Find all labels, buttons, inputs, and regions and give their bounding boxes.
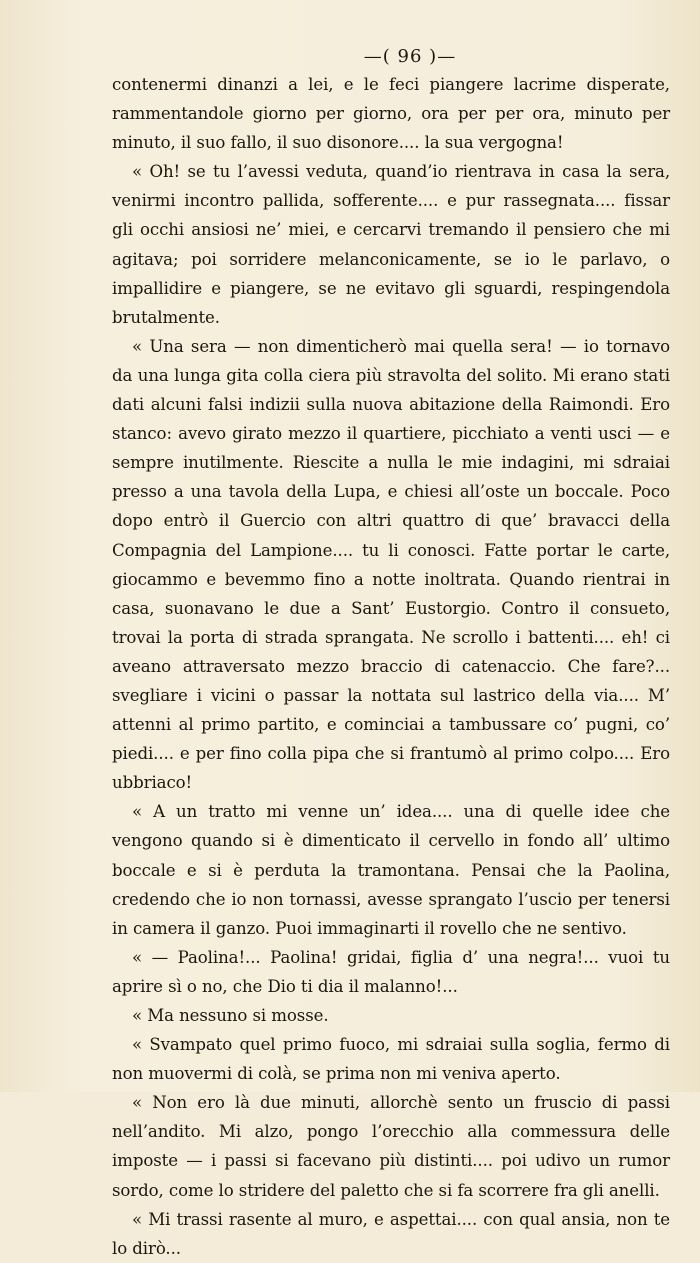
paragraph: « Mi trassi rasente al muro, e aspettai.... con qual ansia, non te lo dirò... [112,1209,670,1258]
paragraph: « Non ero là due minuti, allorchè sento un fruscio di passi nell’andito. Mi alzo, pongo l’orecchio alla commessura delle imposte — i passi si facevano più distinti.... poi udivo un rumor sordo, come lo stridere del paletto che si fa scorrere fra gli anelli. [112,1093,670,1200]
paragraph: « Ma nessuno si mosse. [132,1006,329,1025]
page-number: —( 96 )— [363,46,457,67]
paragraph: « Oh! se tu l’avessi veduta, quand’io rientrava in casa la sera, venirmi incontro pallida, sofferente.... e pur rassegnata.... fissar gli occhi ansiosi ne’ miei, e cercarvi tremando il pensiero che mi agitava; poi sorridere melanconicamente, se io le parlavo, o impallidire e piangere, se ne evitavo gli sguardi, respingendola brutalmente. [112,162,670,327]
paragraph: « Svampato quel primo fuoco, mi sdraiai sulla soglia, fermo di non muovermi di colà, se prima non mi veniva aperto. [112,1035,670,1084]
paragraph: « — Paolina!... Paolina! gridai, figlia d’ una negra!... vuoi tu aprire sì o no, che Dio ti dia il malanno!... [112,947,670,996]
paragraph: « A un tratto mi venne un’ idea.... una di quelle idee che vengono quando si è dimenticato il cervello in fondo all’ ultimo boccale e si è perduta la tramontana. Pensai che la Paolina, credendo che io non tornassi, avesse sprangato l’uscio per tenersi in camera il ganzo. Puoi immaginarti il rovello che ne sentivo. [112,802,670,938]
paragraph: « Una sera — non dimenticherò mai quella sera! — io tornavo da una lunga gita colla ciera più stravolta del solito. Mi erano stati dati alcuni falsi indizii sulla nuova abitazione della Raimondi. Ero stanco: avevo girato mezzo il quartiere, picchiato a venti usci — e sempre inutilmente. Riescite a nulla le mie indagini, mi sdraiai presso a una tavola della Lupa, e chiesi all’oste un boccale. Poco dopo entrò il Guercio con altri quattro di que’ bravacci della Compagnia del Lampione.... tu li conosci. Fatte portar le carte, giocammo e bevemmo fino a notte inoltrata. Quando rientrai in casa, suonavano le due a Sant’ Eustorgio. Contro il consueto, trovai la porta di strada sprangata. Ne scrollo i battenti.... eh! ci aveano attraversato mezzo braccio di catenaccio. Che fare?... svegliare i vicini o passar la nottata sul lastrico della via.... M’ attenni al primo partito, e cominciai a tambussare co’ pugni, co’ piedi.... e per fino colla pipa che si frantumò al primo colpo.... Ero ubbriaco! [112,336,670,793]
body-text [112,70,670,1263]
paragraph: contenermi dinanzi a lei, e le feci piangere lacrime disperate, rammentandole giorno per giorno, ora per per ora, minuto per minuto, il suo fallo, il suo disonore.... la sua vergogna! [112,75,670,153]
